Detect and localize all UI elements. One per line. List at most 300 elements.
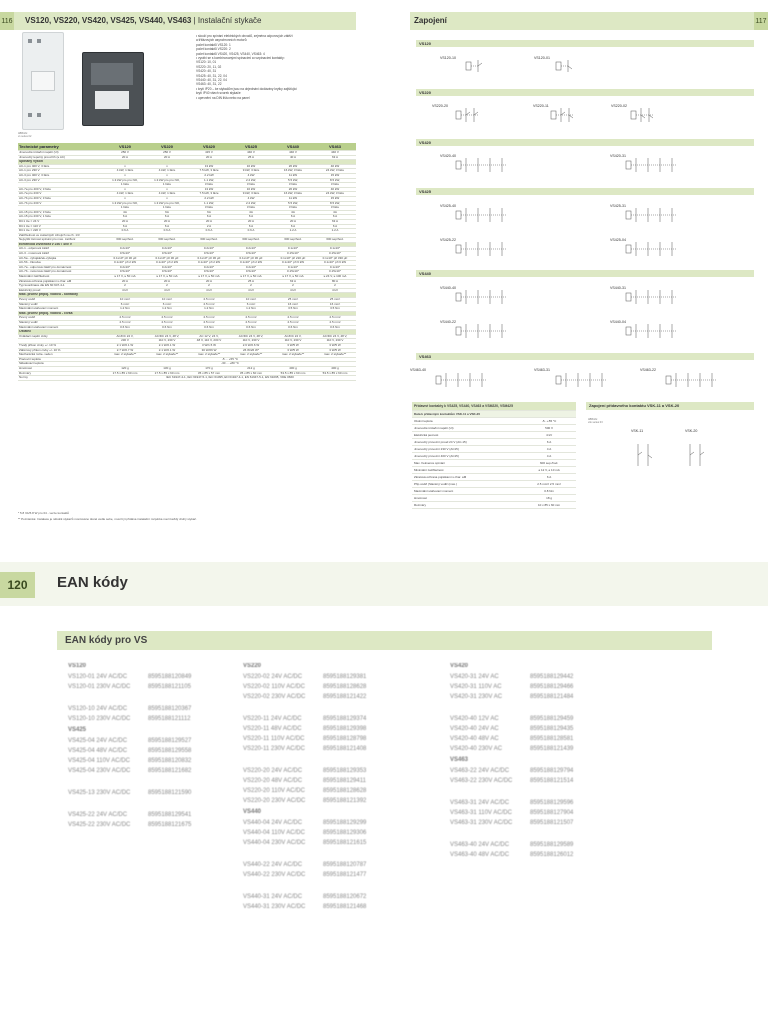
table-cell: 0.6 A: [188, 229, 230, 234]
table-cell: ≤ 24 V, ≤ 100 mA: [314, 275, 356, 280]
wiring-symbol: [456, 108, 478, 122]
table-cell: 7.5 kW, 3 fáze: [188, 192, 230, 197]
table-cell: x: [146, 164, 188, 169]
aux-table-row: [412, 432, 576, 439]
ean-barcode-number: 8595188128581: [530, 736, 574, 742]
table-cell: 400 g: [314, 366, 356, 371]
table-cell: 0.1x10⁶ při 330 μF: [314, 256, 356, 261]
ean-barcode-number: 8595188121422: [323, 694, 367, 700]
ean-line: [243, 766, 433, 776]
table-cell: 4A: [230, 210, 272, 215]
table-cell: 1.1 kW,: [188, 178, 230, 183]
wiring-symbol: [626, 290, 676, 304]
ean-line: [450, 808, 640, 818]
ean-line: [243, 796, 433, 806]
table-cell: 8.5 kW,: [314, 201, 356, 206]
table-cell: 16 kW, 3 fáze: [272, 192, 314, 197]
table-cell: Skladovací teplota: [18, 362, 104, 367]
table-cell: AC/DC 24 V,: [104, 334, 146, 339]
table-header-row: [18, 143, 356, 151]
ean-product-code: VS425-04 48V AC/DC: [68, 748, 128, 754]
ean-product-code: VS440-22 24V AC/DC: [243, 862, 303, 868]
ean-barcode-number: 8595188121408: [323, 746, 367, 752]
table-cell: 6A: [188, 210, 230, 215]
table-cell: ≤ 17 V, ≤ 50 mA: [272, 275, 314, 280]
table-cell: 440 V: [230, 151, 272, 156]
table-cell: 0.15x10⁶: [314, 270, 356, 275]
ean-product-code: VS120-10 230V AC/DC: [68, 716, 131, 722]
diagram-label: VS463-22: [640, 368, 656, 372]
ean-barcode-number: 8595188120849: [148, 674, 192, 680]
table-cell: 5.5 kW,: [272, 178, 314, 183]
table-header-cell: VS425: [230, 143, 272, 151]
table-cell: 0.2x10⁶: [146, 247, 188, 252]
table-cell: 2.5 mm²: [230, 320, 272, 325]
ean-barcode-number: 8595188129794: [530, 768, 574, 774]
table-cell: 415 V: [188, 151, 230, 156]
table-cell: 1.2 Nm: [104, 307, 146, 312]
right-page-title: Zapojení: [414, 16, 447, 25]
ean-line: [68, 788, 248, 798]
left-page-title: VS120, VS220, VS420, VS425, VS440, VS463 | Instalační stykače: [25, 16, 262, 25]
table-cell: Mechanická rozte- veden: [18, 353, 104, 358]
table-cell: 0.2x10⁶: [230, 265, 272, 270]
ean-spacer: [243, 848, 433, 860]
diagram-label: VS420-40: [440, 154, 456, 158]
table-cell: 0.2x10⁶: [188, 265, 230, 270]
diagram-label: VS220-20: [432, 104, 448, 108]
table-cell: 17.5 x 85 x 60 mm: [146, 371, 188, 376]
table-cell: AC-3 pro 230 V: [18, 178, 104, 183]
table-cell: 0.1x10⁶ při 6 kW: [272, 261, 314, 266]
table-cell: 2.2 kW: [188, 196, 230, 201]
table-cell: 6 A: [188, 215, 230, 220]
ean-product-code: VS220-11 24V AC/DC: [243, 716, 302, 722]
table-cell: 8.5 kW,: [314, 178, 356, 183]
table-cell: 0.5x10⁶: [230, 252, 272, 257]
section-vs463: VS463: [416, 353, 754, 360]
table-cell: 26 kW: [272, 187, 314, 192]
table-cell: x: [146, 187, 188, 192]
table-cell: 63 A: [314, 155, 356, 160]
section-vs220: VS220: [416, 89, 754, 96]
ean-line: [450, 672, 640, 682]
aux-table-cell: Rozměry: [412, 502, 522, 509]
ean-line: [243, 838, 433, 848]
table-cell: 10 mm²: [230, 298, 272, 303]
table-cell: 110 V, 230 V: [314, 339, 356, 344]
ean-barcode-number: 8595188121675: [148, 822, 192, 828]
ean-spacer: [243, 702, 433, 714]
table-cell: 0.1x10⁶ při 2 kW: [230, 261, 272, 266]
table-cell: 0.2x10⁶: [146, 265, 188, 270]
left-page-number: 116: [0, 12, 14, 30]
table-cell: ≤ 17 V, ≤ 50 mA: [104, 275, 146, 280]
table-cell: 24 kW, 3 fáze: [314, 192, 356, 197]
table-cell: 2: [104, 284, 146, 289]
table-cell: AC-7b - motorová zátěž pro domácnost: [18, 270, 104, 275]
aux-table-cell: Jmenovitý provozní 400 V (AC15): [412, 453, 522, 460]
ean-barcode-number: 8595188121590: [148, 790, 192, 796]
table-cell: 2.5 mm²: [188, 302, 230, 307]
table-cell: Jmenovité izolační napětí (Ui): [18, 151, 104, 156]
table-cell: AC-3 - motorová zátěž: [18, 252, 104, 257]
ean-column-1: [68, 660, 248, 830]
table-cell: Pevný vodič: [18, 298, 104, 303]
table-cell: 2.1 W/2.1 W: [146, 343, 188, 348]
table-cell: AC-7a pro 230 V: [18, 192, 104, 197]
ean-barcode-number: 8595188121507: [530, 820, 574, 826]
aux-table-row: [412, 467, 576, 474]
ean-product-code: VS220-02 24V AC/DC: [243, 674, 303, 680]
table-cell: 250 V: [104, 151, 146, 156]
aux-table-cell: Přip.vodič (Slaněný vodič (max.): [412, 481, 522, 488]
aux-table-cell: Jmenovité izolační napětí (Ui): [412, 425, 522, 432]
ean-line: [450, 734, 640, 744]
ean-product-code: VS420-40 24V AC: [450, 726, 499, 732]
ean-line: [450, 850, 640, 860]
table-header-cell: VS220: [146, 143, 188, 151]
diagram-label: VS440-04: [610, 320, 626, 324]
aux-table-row: [412, 425, 576, 432]
ean-product-code: VS220-02 110V AC/DC: [243, 684, 305, 690]
table-cell: 11 kW: [272, 196, 314, 201]
table-cell: 0.1x10⁶: [314, 247, 356, 252]
table-cell: 3 fáze: [188, 206, 230, 211]
table-cell: 0.6 A: [230, 229, 272, 234]
table-cell: 6 A: [314, 215, 356, 220]
aux-table-row: [412, 481, 576, 488]
aux-table-cell: 10 x 85 x 60 mm: [522, 502, 576, 509]
ean-product-code: VS120-10 24V AC/DC: [68, 706, 128, 712]
table-cell: 6 mm²: [230, 302, 272, 307]
table-cell: -30 ... +80 °C: [104, 362, 356, 367]
ean-title: EAN kódy: [57, 574, 128, 591]
table-cell: 2.5 mm²: [272, 320, 314, 325]
ean-product-code: VS120-01 24V AC/DC: [68, 674, 128, 680]
ean-line: [68, 736, 248, 746]
table-cell: 20 A: [146, 279, 188, 284]
table-cell: 1.2 A: [272, 229, 314, 234]
ean-line: [68, 810, 248, 820]
table-cell: 40 A: [272, 155, 314, 160]
table-cell: 0.1x10⁶ při 2 kW: [188, 261, 230, 266]
ean-barcode-number: 8595188129589: [530, 842, 574, 848]
table-cell: 2.5 mm²: [146, 320, 188, 325]
wiring-symbol: [626, 158, 676, 172]
aux-table-cell: Maximální utahovací moment: [412, 488, 522, 495]
table-cell: Maximální zatížitelnost: [18, 275, 104, 280]
diagram-label: VS440-31: [610, 286, 626, 290]
diagram-label: VS425-22: [440, 238, 456, 242]
table-header-cell: VS120: [104, 143, 146, 151]
table-cell: 0.6 A: [146, 229, 188, 234]
ean-barcode-number: 8595188120832: [148, 758, 192, 764]
diagram-label: VS120-10: [440, 56, 456, 60]
ean-product-code: VS220-20 230V AC/DC: [243, 798, 306, 804]
ean-barcode-number: 8595188129353: [323, 768, 367, 774]
table-cell: IEC 61947-4-1, IEC 61947-5-1, IEC 61095, EN 61947-4-1, EN 61947-5-1, EN 61095, VDE 0660: [104, 376, 356, 381]
section-vs425: VS425: [416, 188, 754, 195]
table-cell: 2.5 mm²: [188, 298, 230, 303]
ean-barcode-number: 8595188128628: [323, 788, 367, 794]
table-cell: 16 kW, 3 fáze: [272, 169, 314, 174]
wiring-symbol: [626, 324, 676, 338]
ean-barcode-number: 8595188129527: [148, 738, 192, 744]
table-cell: 0.5x10⁶: [188, 252, 230, 257]
table-cell: 600 sep/hod.: [230, 238, 272, 243]
table-cell: 0.1x10⁶: [272, 265, 314, 270]
diagram-label: VS425-31: [610, 204, 626, 208]
table-cell: 80 A: [314, 279, 356, 284]
table-cell: 0.2x10⁶: [104, 247, 146, 252]
ean-line: [243, 902, 433, 912]
table-cell: 4A: [104, 210, 146, 215]
table-cell: 2: [314, 284, 356, 289]
table-cell: Zatížitelnost ve světelných zdrojích na ch. 1/3: [18, 233, 104, 238]
section-vs120: VS120: [416, 40, 754, 47]
diagram-label: VSK-20: [685, 429, 698, 433]
table-cell: ≤ 17 V, ≤ 50 mA: [230, 275, 272, 280]
table-cell: x: [146, 196, 188, 201]
aux-table-cell: 6 A: [522, 474, 576, 481]
table-cell: 0.15x10⁶: [272, 270, 314, 275]
table-cell: 4 kV: [146, 288, 188, 293]
table-cell: 440 V: [314, 151, 356, 156]
table-cell: 0.5x10⁶: [146, 270, 188, 275]
table-cell: 3 W/5 W: [272, 343, 314, 348]
table-cell: 2.5 mm²: [104, 320, 146, 325]
wiring-symbol: [556, 373, 606, 387]
aux-table-cell: 6 A: [522, 439, 576, 446]
table-cell: 40 kW: [314, 187, 356, 192]
table-cell: 2.1 W/2.1 W: [146, 348, 188, 353]
ean-product-code: VS425-04 110V AC/DC: [68, 758, 130, 764]
wiring-symbol: [666, 373, 716, 387]
ean-product-code: VS463-40 24V AC/DC: [450, 842, 510, 848]
table-cell: 2: [188, 284, 230, 289]
table-cell: x: [104, 173, 146, 178]
table-cell: DC1 Ue = 24 V: [18, 219, 104, 224]
ean-line: [243, 860, 433, 870]
table-cell: 4 kV: [272, 288, 314, 293]
ean-product-code: VS463-22 24V AC/DC: [450, 768, 510, 774]
ean-barcode-number: 8595188129381: [323, 674, 367, 680]
table-cell: 4 kW: [230, 196, 272, 201]
ean-spacer: [243, 880, 433, 892]
table-cell: 25 mm²: [314, 298, 356, 303]
table-cell: 600 sep/hod.: [314, 238, 356, 243]
feature-list: • slouží pro spínání elektrických obvodů, zejména odporových zátěží a třífázových asynchronních motorů počet kontaktů VS120: 1 počet kontaktů VS220: 2 počet kontaktů VS420, VS425, VS440, VS463: 4 • vyrábí se s kombinovanými spínacími a rozpínacími kontakty: VS120: 10, 01 VS220: 20, 11, 02 VS420: 40, 31 VS425: 40, 31, 22, 04 VS440: 40, 31, 22, 04 VS463: 40, 31, 22 • krytí IP20 – ke stykačům jsou na objednání dodávány krytky zajišťující krytí IP40 všech svorek stykače • upevnění na DIN lištu nebo na panel: [196, 34, 297, 100]
table-cell: 6A: [146, 210, 188, 215]
table-cell: 3 fáze: [272, 183, 314, 188]
table-cell: 0.1x10⁶ při 36 μF: [230, 256, 272, 261]
table-cell: 35 x 85 x 60 mm: [230, 371, 272, 376]
ean-product-code: VS120-01 230V AC/DC: [68, 684, 131, 690]
ean-barcode-number: 8595188126012: [530, 852, 574, 858]
ean-spacer: [68, 692, 248, 704]
table-cell: 6 A: [104, 215, 146, 220]
table-cell: 20 A: [272, 219, 314, 224]
table-cell: 15 kW: [314, 173, 356, 178]
aux-table-subtitle: Data k přídavným kontaktům VSK-11 a VSK-20: [412, 411, 576, 418]
aux-table-row: [412, 439, 576, 446]
table-cell: 3 fáze: [314, 183, 356, 188]
table-cell: 0.2x10⁶: [230, 247, 272, 252]
aux-table-cell: 18 g: [522, 495, 576, 502]
table-cell: 3 W/5 W: [272, 348, 314, 353]
table-cell: 0.6 Nm: [272, 325, 314, 330]
table-cell: 0.1x10⁶: [314, 265, 356, 270]
aux-table-title: Přídavné kontakty k VS425, VS440, VS463 a VSM220, VSM425: [412, 402, 576, 411]
ean-barcode-number: 8595188129306: [323, 830, 367, 836]
ean-barcode-number: 8595188121514: [530, 778, 574, 784]
ean-subtitle: EAN kódy pro VS: [57, 631, 712, 650]
table-cell: 2.2 kW: [188, 173, 230, 178]
table-section-label: Max. průřez připoj. vodičů - cívka: [18, 311, 356, 316]
table-cell: AC-15 pro 230 V, 1 fáze: [18, 215, 104, 220]
table-cell: 1.3 kW pro pro NO,: [104, 178, 146, 183]
table-cell: Elektrický proud: [18, 288, 104, 293]
aux-table-row: [412, 488, 576, 495]
table-cell: 6 A: [272, 215, 314, 220]
ean-spacer: [450, 786, 640, 798]
table-cell: 16 mm²: [272, 302, 314, 307]
table-cell: 7.5 kW, 3 fáze: [188, 169, 230, 174]
aux-table-row: [412, 502, 576, 509]
ean-line: [243, 870, 433, 880]
ean-group-title: VS420: [450, 663, 469, 669]
ean-column-2: [243, 660, 433, 912]
table-cell: 6 A: [272, 224, 314, 229]
ean-barcode-number: 8595188129411: [323, 778, 366, 784]
table-cell: 2.5 mm²: [230, 316, 272, 321]
ean-product-code: VS420-31 24V AC: [450, 674, 499, 680]
ean-product-code: VS440-31 24V AC/DC: [243, 894, 303, 900]
wiring-symbol: [466, 60, 482, 72]
ean-line: [450, 818, 640, 828]
ean-barcode-number: 8595188129541: [148, 812, 192, 818]
table-cell: 400 g: [272, 366, 314, 371]
ean-group-title: VS120: [68, 663, 87, 669]
table-cell: 0.1x10⁶ při 2 kW: [146, 261, 188, 266]
ean-barcode-number: 8595188121484: [530, 694, 574, 700]
aux-table-cell: 4 A: [522, 446, 576, 453]
table-cell: 130 g: [146, 366, 188, 371]
table-cell: 0.6 Nm: [104, 325, 146, 330]
contactor-image-small: [22, 32, 64, 130]
table-cell: AC/DC 24 V, 48 V,: [230, 334, 272, 339]
table-cell: 63 A: [314, 219, 356, 224]
diagram-label: VSK-11: [631, 429, 644, 433]
ean-barcode-number: 8595188127904: [530, 810, 574, 816]
ean-product-code: VS440-04 110V AC/DC: [243, 830, 305, 836]
table-cell: 10 mm²: [104, 298, 146, 303]
table-cell: 10 mm²: [146, 298, 188, 303]
table-cell: 1.2 A: [314, 229, 356, 234]
table-cell: 1 fáze: [104, 183, 146, 188]
table-cell: 4 kV: [188, 288, 230, 293]
table-cell: 0.2x10⁶: [104, 265, 146, 270]
table-cell: 20 A: [104, 219, 146, 224]
wiring-symbol: [556, 60, 572, 72]
table-cell: AC-3 pro 400 V, 3 fáze: [18, 173, 104, 178]
table-cell: Typ koordinace dle EN 60 947-4-1: [18, 284, 104, 289]
table-cell: Slaněný vodič: [18, 320, 104, 325]
table-cell: 0.5x10⁶: [230, 270, 272, 275]
ean-barcode-number: 8595188121105: [148, 684, 191, 690]
ean-product-code: VS420-31 230V AC: [450, 694, 503, 700]
aux-table-cell: 500 V: [522, 425, 576, 432]
table-cell: 440 V: [272, 151, 314, 156]
table-cell: x: [104, 187, 146, 192]
ean-barcode-number: 8595188121682: [148, 768, 192, 774]
table-cell: 3.5 Nm: [272, 307, 314, 312]
ean-line: [243, 672, 433, 682]
table-cell: 16 mm²: [314, 302, 356, 307]
table-cell: 0.6 Nm: [230, 325, 272, 330]
table-cell: max. 2 stykače**: [146, 353, 188, 358]
ean-product-code: VS463-31 110V AC/DC: [450, 810, 512, 816]
wiring-symbol: [551, 108, 573, 122]
table-cell: x: [104, 196, 146, 201]
table-cell: 600 sep/hod.: [104, 238, 146, 243]
table-cell: Záběrový příkon cívky +/- 10 %: [18, 348, 104, 353]
aux-contacts-table: [412, 402, 576, 509]
table-cell: ≤ 17 V, ≤ 50 mA: [146, 275, 188, 280]
ean-barcode-number: 8595188121112: [148, 716, 191, 722]
wiring-symbol: [436, 373, 486, 387]
ean-product-code: VS425-04 24V AC/DC: [68, 738, 128, 744]
wiring-diagrams: [416, 48, 756, 393]
table-cell: 2.5 mm²: [314, 320, 356, 325]
diagram-label: VS220-11: [533, 104, 549, 108]
table-cell: 48 V, 110 V, 230 V: [188, 339, 230, 344]
footnote-2: ** Poznámka: Instalace je několik stykačů montováno těsně vedle sebe, musí být přidána instalační rozpěrka mezi každý druhý stykač.: [18, 517, 197, 521]
right-header-bar: [410, 12, 754, 30]
ean-line: [68, 746, 248, 756]
table-cell: Maximální utahovací moment: [18, 325, 104, 330]
ean-line: [243, 682, 433, 692]
table-cell: 6 A: [230, 224, 272, 229]
wiring-symbol: [626, 208, 676, 222]
table-cell: 1.1 kW,: [188, 201, 230, 206]
technical-parameters-table: [18, 143, 356, 381]
table-cell: 5.5 kW,: [272, 201, 314, 206]
table-cell: 0.6 Nm: [146, 325, 188, 330]
table-cell: 2.2 kW,: [230, 201, 272, 206]
table-cell: Pevný vodič: [18, 316, 104, 321]
aux-table-cell: 2.5 mm²/ 2.5 mm²: [522, 481, 576, 488]
table-cell: AC-1 pro 400 V, 3 fáze: [18, 164, 104, 169]
ean-barcode-number: 8595188121477: [323, 872, 367, 878]
ean-product-code: VS220-20 48V AC/DC: [243, 778, 303, 784]
table-cell: 13 kW: [188, 187, 230, 192]
table-cell: 0.1x10⁶ při 30 μF: [104, 256, 146, 261]
table-cell: 2.5 mm²: [188, 320, 230, 325]
table-cell: max. 2 stykače**: [314, 353, 356, 358]
ean-barcode-number: 8595188120672: [323, 894, 367, 900]
ean-product-code: VS440-22 230V AC/DC: [243, 872, 306, 878]
table-cell: 3 fáze: [272, 206, 314, 211]
ean-group-title: VS425: [68, 727, 87, 733]
table-cell: 2.5 mm²: [272, 316, 314, 321]
table-cell: 16 kW: [230, 164, 272, 169]
aux-table-cell: 4 A: [522, 453, 576, 460]
aux-table-row: [412, 453, 576, 460]
table-cell: Jmenovitý tepelný proud Ith (≤ AC): [18, 155, 104, 160]
aux-table-row: [412, 495, 576, 502]
